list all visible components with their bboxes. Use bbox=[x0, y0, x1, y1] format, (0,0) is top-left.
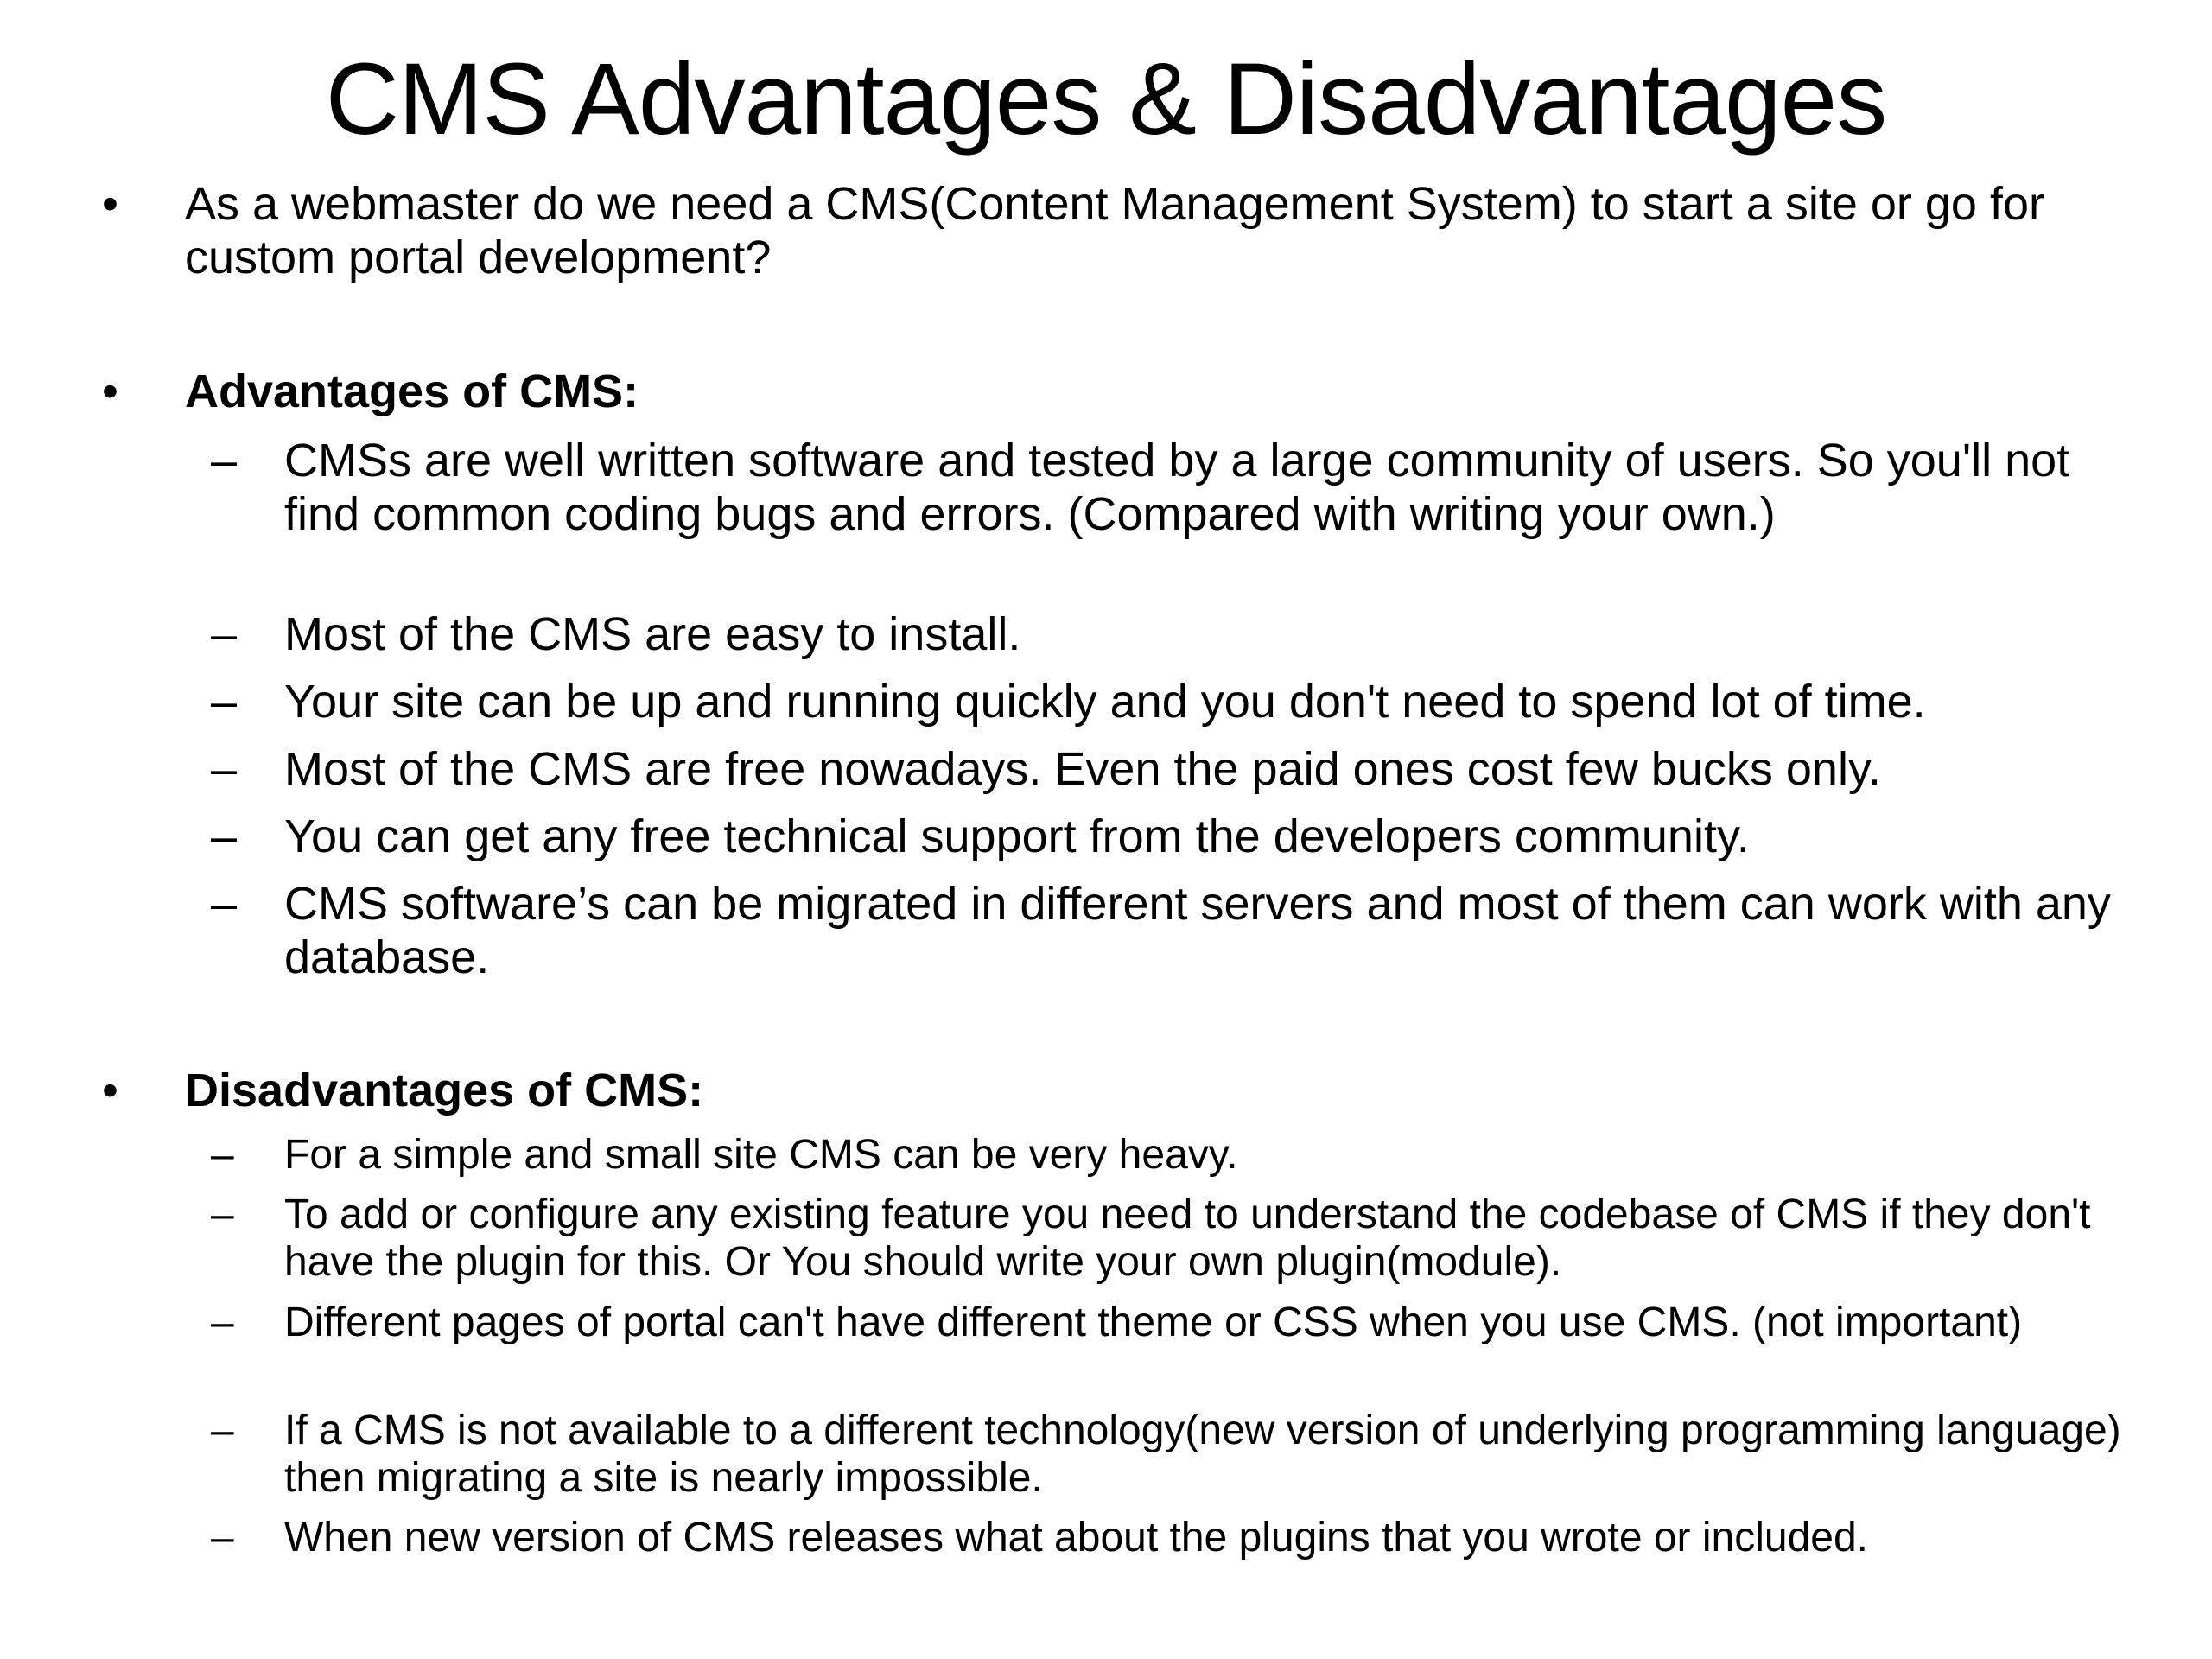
disadvantage-text: If a CMS is not available to a different technology(new version of underlying programming language) then migrating a site is nearly impossible. bbox=[284, 1408, 2121, 1501]
dash-icon: – bbox=[211, 1192, 234, 1237]
disadvantage-text: For a simple and small site CMS can be very heavy. bbox=[284, 1132, 1238, 1178]
dash-icon: – bbox=[211, 676, 238, 728]
dash-icon: – bbox=[211, 878, 238, 930]
dash-icon: – bbox=[211, 1515, 234, 1560]
dash-icon: – bbox=[211, 435, 238, 486]
advantage-text: Most of the CMS are easy to install. bbox=[284, 608, 1021, 660]
disadvantage-text: When new version of CMS releases what about the plugins that you wrote or included. bbox=[284, 1515, 1868, 1560]
bullet-dot-icon: • bbox=[102, 1065, 118, 1116]
advantage-text: Your site can be up and running quickly and you don't need to spend lot of time. bbox=[284, 676, 1926, 728]
dash-icon: – bbox=[211, 1408, 234, 1453]
advantages-heading: Advantages of CMS: bbox=[185, 365, 639, 417]
bullet-dot-icon: • bbox=[102, 365, 118, 417]
advantage-text: Most of the CMS are free nowadays. Even the paid ones cost few bucks only. bbox=[284, 743, 1881, 795]
dash-icon: – bbox=[211, 810, 238, 862]
bullet-dot-icon: • bbox=[102, 178, 118, 230]
disadvantage-text: Different pages of portal can't have different theme or CSS when you use CMS. (not important) bbox=[284, 1300, 2023, 1345]
advantage-text: You can get any free technical support from the developers community. bbox=[284, 810, 1750, 862]
disadvantage-text: To add or configure any existing feature you need to understand the codebase of CMS if they don't have the plugin for this. Or You should write your own plugin(module). bbox=[284, 1192, 2091, 1285]
dash-icon: – bbox=[211, 608, 238, 660]
advantage-text: CMS software’s can be migrated in different servers and most of them can work with any database. bbox=[284, 878, 2111, 983]
advantage-text: CMSs are well written software and tested by a large community of users. So you'll not find common coding bugs and errors. (Compared with writing your own.) bbox=[284, 435, 2070, 540]
dash-icon: – bbox=[211, 1132, 234, 1178]
dash-icon: – bbox=[211, 743, 238, 795]
disadvantages-heading: Disadvantages of CMS: bbox=[185, 1065, 704, 1116]
intro-text: As a webmaster do we need a CMS(Content Management System) to start a site or go for custom portal development? bbox=[185, 178, 2044, 283]
dash-icon: – bbox=[211, 1300, 234, 1345]
slide-title: CMS Advantages & Disadvantages bbox=[325, 42, 1887, 156]
